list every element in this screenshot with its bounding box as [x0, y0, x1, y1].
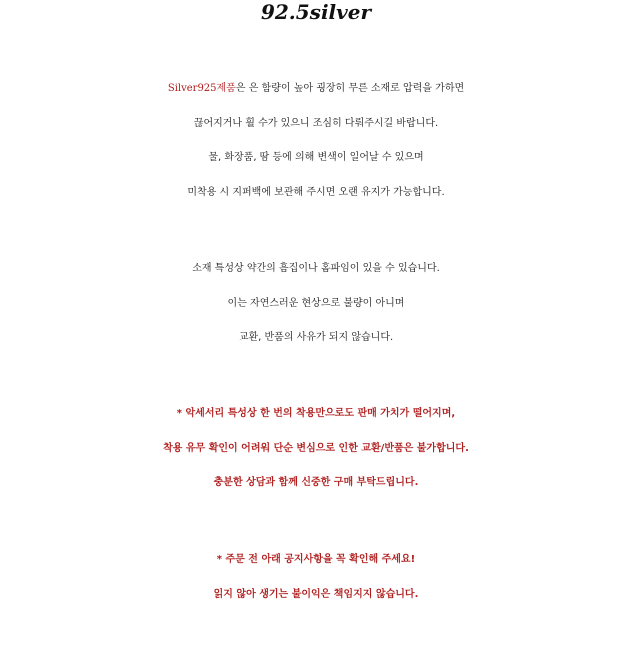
return-policy — [0, 397, 632, 501]
notice-line-1: * 주문 전 아래 공지사항을 꼭 확인해 주세요! — [216, 554, 416, 565]
care-line-3: 물, 화장품, 땀 등에 의해 변색이 일어날 수 있으며 — [208, 152, 424, 163]
policy-line-3: 충분한 상담과 함께 신중한 구매 부탁드립니다. — [213, 477, 419, 488]
policy-line-1: * 악세서리 특성상 한 번의 착용만으로도 판매 가치가 떨어지며, — [176, 408, 456, 419]
defects-line-1: 소재 특성상 약간의 흠집이나 홈파임이 있을 수 있습니다. — [192, 263, 440, 274]
policy-line-2: 착용 유무 확인이 어려워 단순 변심으로 인한 교환/반품은 불가합니다. — [163, 442, 469, 454]
care-line-4: 미착용 시 지퍼백에 보관해 주시면 오랜 유지가 가능합니다. — [187, 186, 445, 198]
order-notice — [0, 543, 632, 612]
care-line-2: 끊어지거나 휠 수가 있으니 조심히 다뤄주시길 바랍니다. — [193, 117, 439, 129]
brand-label: Silver925제품 — [167, 83, 236, 94]
care-line-1 — [0, 72, 632, 107]
care-instructions — [0, 72, 632, 210]
care-line-1-text: 은 은 함량이 높아 굉장히 무른 소재로 압력을 가하면 — [235, 83, 465, 94]
page-title: 92.5silver — [260, 0, 372, 24]
notice-line-2: 읽지 않아 생기는 불이익은 책임지지 않습니다. — [213, 588, 419, 600]
defects-notice — [0, 252, 632, 356]
defects-line-2: 이는 자연스러운 현상으로 불량이 아니며 — [227, 297, 405, 309]
defects-line-3: 교환, 반품의 사유가 되지 않습니다. — [238, 332, 394, 343]
